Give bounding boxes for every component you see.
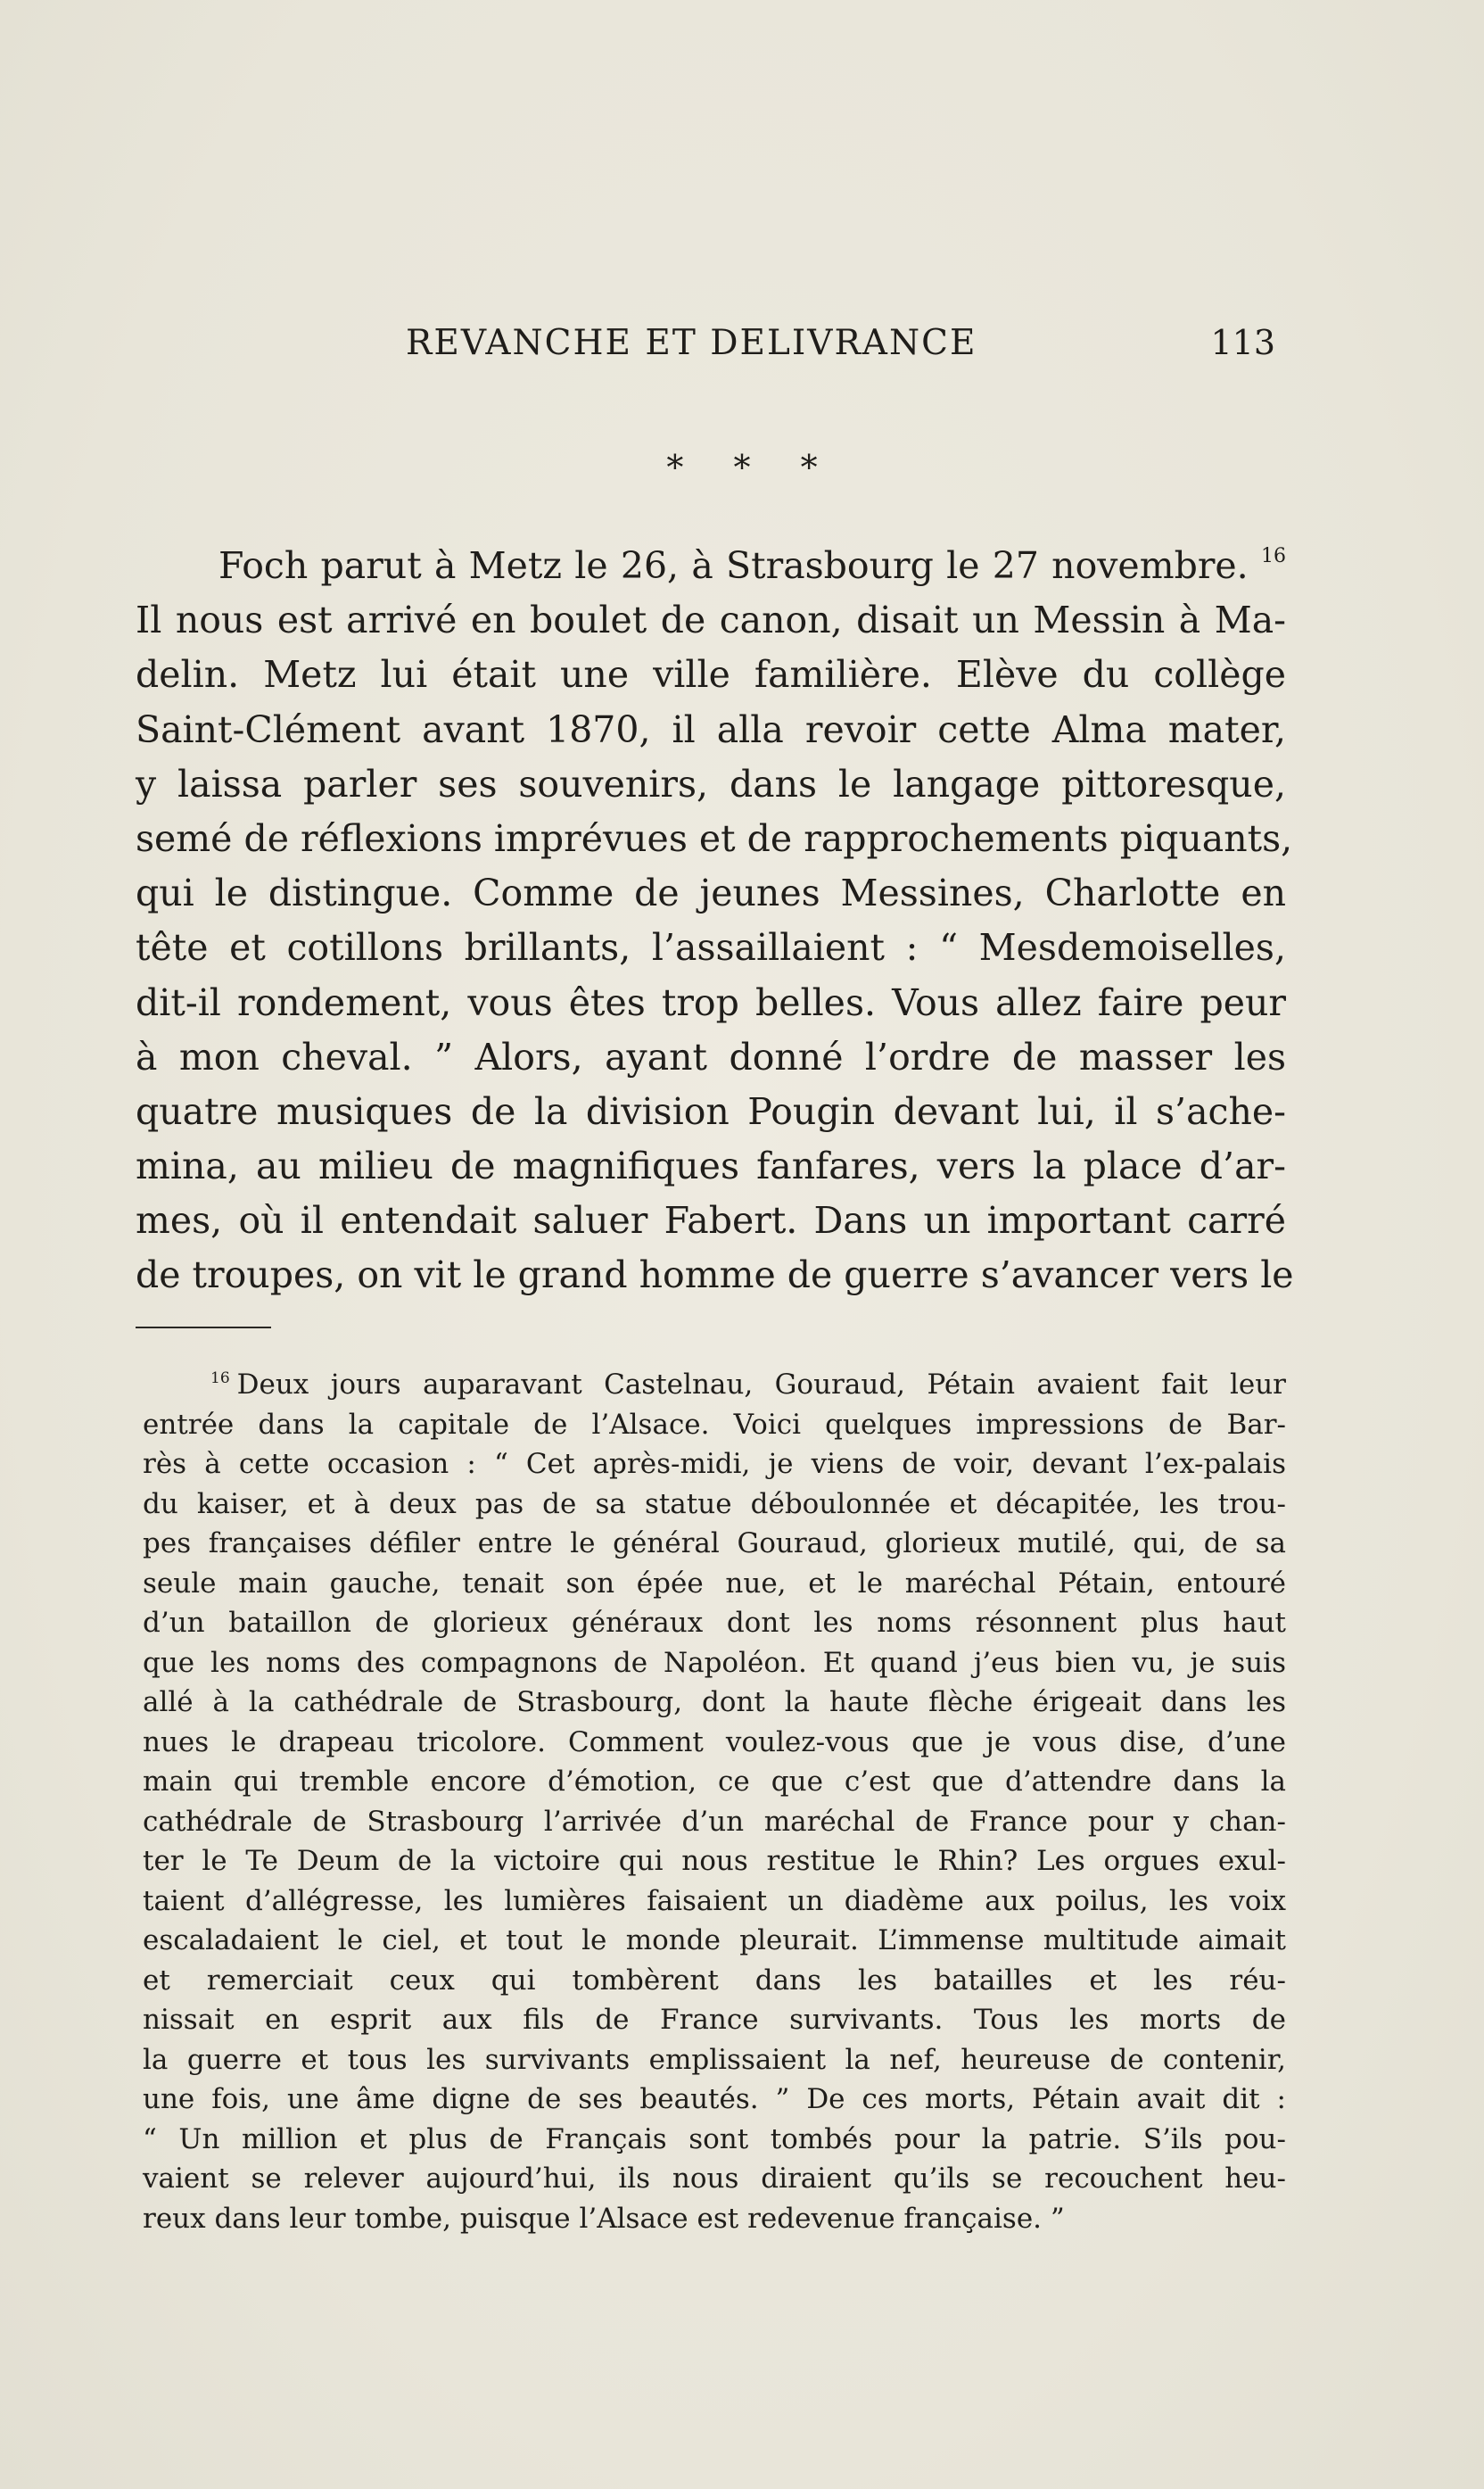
body-line: y laissa parler ses souvenirs, dans le langage pittoresque,	[136, 762, 1286, 806]
footnote-number: 16	[210, 1369, 230, 1387]
footnote-line: nues le drapeau tricolore. Comment voulez-vous que je vous dise, d’une	[143, 1725, 1286, 1758]
footnote-line: escaladaient le ciel, et tout le monde pleurait. L’immense multitude aimait	[143, 1924, 1286, 1956]
body-line: delin. Metz lui était une ville familière. Elève du collège	[136, 653, 1286, 697]
footnote-line: et remerciait ceux qui tombèrent dans les batailles et les réu-	[143, 1964, 1286, 1997]
footnote-line: pes françaises défiler entre le général Gouraud, glorieux mutilé, qui, de sa	[143, 1527, 1286, 1559]
footnote-line: seule main gauche, tenait son épée nue, et le maréchal Pétain, entouré	[143, 1567, 1286, 1600]
body-text	[136, 539, 1294, 1303]
body-line: Saint-Clément avant 1870, il alla revoir cette Alma mater,	[136, 707, 1286, 751]
body-line: de troupes, on vit le grand homme de guerre s’avancer vers le	[136, 1253, 1294, 1297]
footnote-line: taient d’allégresse, les lumières faisaient un diadème aux poilus, les voix	[143, 1884, 1286, 1917]
body-line: tête et cotillons brillants, l’assaillaient : “ Mesdemoiselles,	[136, 926, 1286, 970]
footnote-line: “ Un million et plus de Français sont tombés pour la patrie. S’ils pou-	[143, 2122, 1286, 2155]
section-break: * * *	[666, 448, 837, 487]
footnote-line: que les noms des compagnons de Napoléon. Et quand j’eus bien vu, je suis	[143, 1646, 1286, 1679]
footnote-rule	[136, 1327, 271, 1328]
page-number: 113	[1210, 323, 1275, 362]
footnote-line: entrée dans la capitale de l’Alsace. Voici quelques impressions de Bar-	[143, 1408, 1286, 1441]
footnote-line: $^{16}$ Deux jours auparavant Castelnau, Gouraud, Pétain avaient fait leur	[210, 1369, 1286, 1401]
body-line: semé de réflexions imprévues et de rapprochements piquants,	[136, 816, 1293, 860]
page-header	[143, 323, 1275, 376]
footnote-line: allé à la cathédrale de Strasbourg, dont la haute flèche érigeait dans les	[143, 1686, 1286, 1718]
running-title: REVANCHE ET DELIVRANCE	[406, 323, 977, 363]
body-line: quatre musiques de la division Pougin devant lui, il s’ache-	[136, 1089, 1286, 1133]
footnote-line: reux dans leur tombe, puisque l’Alsace est redevenue française. ”	[143, 2202, 1065, 2235]
footnote-line: vaient se relever aujourd’hui, ils nous diraient qu’ils se recouchent heu-	[143, 2162, 1286, 2195]
body-line: mina, au milieu de magnifiques fanfares, vers la place d’ar-	[136, 1145, 1286, 1188]
footnote-line: d’un bataillon de glorieux généraux dont les noms résonnent plus haut	[143, 1607, 1286, 1639]
body-line: mes, où il entendait saluer Fabert. Dans un important carré	[136, 1199, 1286, 1243]
body-line: à mon cheval. ” Alors, ayant donné l’ordre de masser les	[136, 1035, 1286, 1079]
footnote-line: du kaiser, et à deux pas de sa statue déboulonnée et décapitée, les trou-	[143, 1487, 1286, 1520]
footnote-line: une fois, une âme digne de ses beautés. ” De ces morts, Pétain avait dit :	[143, 2083, 1286, 2115]
footnote-line: cathédrale de Strasbourg l’arrivée d’un maréchal de France pour y chan-	[143, 1805, 1286, 1838]
footnote-line: rès à cette occasion : “ Cet après-midi, je viens de voir, devant l’ex-palais	[143, 1448, 1286, 1480]
body-line: Foch parut à Metz le 26, à Strasbourg le 27 novembre. $^{16}$	[218, 544, 1286, 587]
footnote-line: la guerre et tous les survivants emplissaient la nef, heureuse de contenir,	[143, 2043, 1286, 2076]
footnote-line: nissait en esprit aux fils de France survivants. Tous les morts de	[143, 2004, 1286, 2036]
body-line: Il nous est arrivé en boulet de canon, disait un Messin à Ma-	[136, 599, 1286, 642]
footnote-line: ter le Te Deum de la victoire qui nous restitue le Rhin? Les orgues exul-	[143, 1845, 1286, 1877]
footnote	[143, 1365, 1286, 2238]
body-line: qui le distingue. Comme de jeunes Messines, Charlotte en	[136, 872, 1286, 915]
footnote-line: main qui tremble encore d’émotion, ce que c’est que d’attendre dans la	[143, 1765, 1286, 1798]
footnote-reference: 16	[1260, 545, 1286, 567]
body-line: dit-il rondement, vous êtes trop belles. Vous allez faire peur	[136, 980, 1286, 1024]
